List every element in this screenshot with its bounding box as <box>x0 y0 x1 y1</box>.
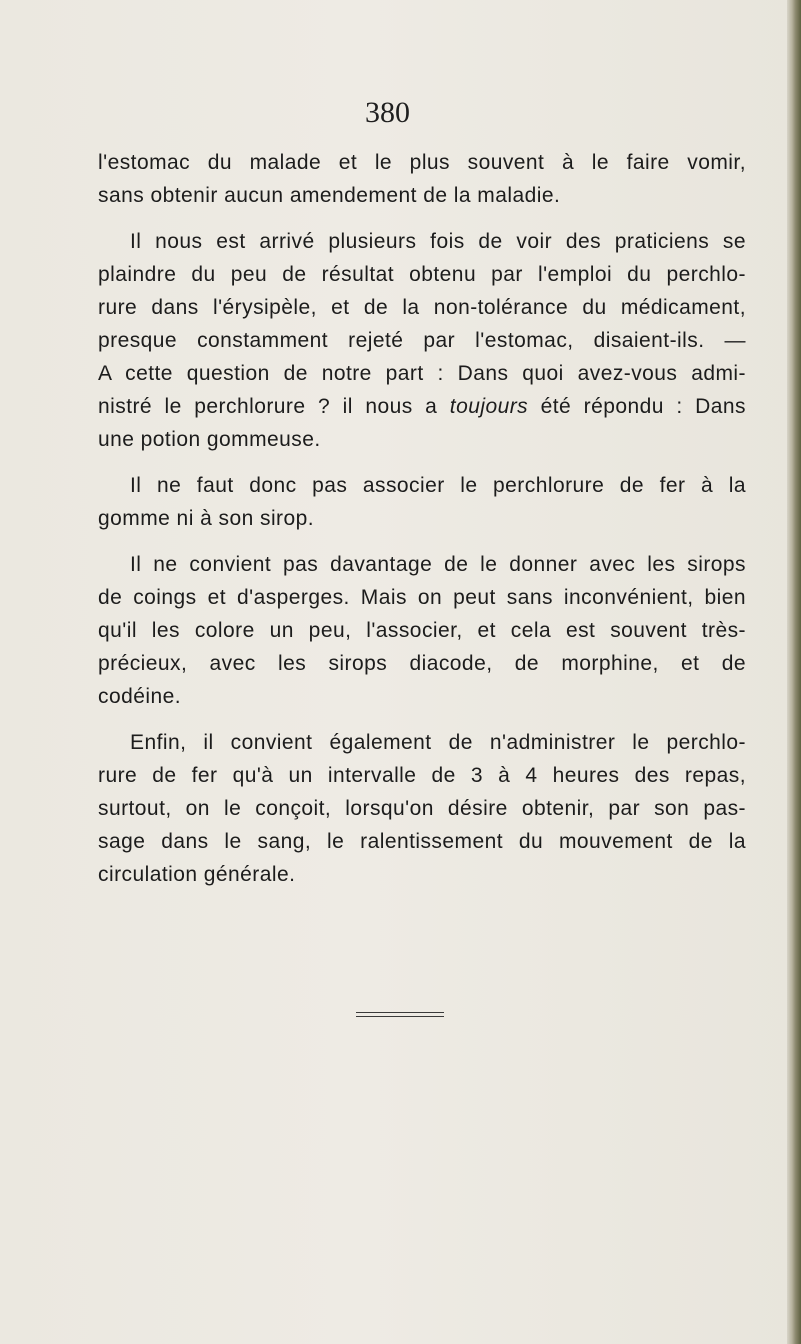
text-line: une potion gommeuse. <box>98 428 321 451</box>
text-line: rure dans l'érysipèle, et de la non-tolérance du médicament, <box>98 296 746 319</box>
text-line: circulation générale. <box>98 863 296 886</box>
end-of-chapter-rule <box>356 1012 444 1018</box>
text-segment: nistré le perchlorure ? il nous a <box>98 395 450 418</box>
text-line: Il nous est arrivé plusieurs fois de voir des praticiens se <box>130 230 746 253</box>
text-line: gomme ni à son sirop. <box>98 507 315 530</box>
paragraph-4 <box>98 548 746 713</box>
page-binding-edge <box>787 0 801 1344</box>
text-line: surtout, on le conçoit, lorsqu'on désire obtenir, par son pas- <box>98 797 746 820</box>
paragraph-2 <box>98 225 746 456</box>
text-line: sage dans le sang, le ralentissement du mouvement de la <box>98 830 746 853</box>
italic-word: toujours <box>449 395 529 418</box>
text-line: A cette question de notre part : Dans quoi avez-vous admi- <box>98 362 746 385</box>
paragraph-3 <box>98 469 746 535</box>
text-line: plaindre du peu de résultat obtenu par l'emploi du perchlo- <box>98 263 746 286</box>
body-text <box>98 146 746 891</box>
paragraph-5 <box>98 726 746 891</box>
text-line: de coings et d'asperges. Mais on peut sans inconvénient, bien <box>98 586 746 609</box>
page-number: 380 <box>365 96 410 129</box>
text-line: Il ne convient pas davantage de le donner avec les sirops <box>130 553 746 576</box>
paragraph-1 <box>98 146 746 212</box>
text-line: Il ne faut donc pas associer le perchlorure de fer à la <box>130 474 746 497</box>
text-line: sans obtenir aucun amendement de la maladie. <box>98 184 561 207</box>
text-line: précieux, avec les sirops diacode, de morphine, et de <box>98 652 746 675</box>
text-line: codéine. <box>98 685 181 708</box>
text-line-with-italic <box>98 390 746 423</box>
text-line: l'estomac du malade et le plus souvent à le faire vomir, <box>98 151 746 174</box>
text-line: qu'il les colore un peu, l'associer, et cela est souvent très- <box>98 619 746 642</box>
text-line: rure de fer qu'à un intervalle de 3 à 4 heures des repas, <box>98 764 746 787</box>
text-segment: été répondu : Dans <box>528 395 746 418</box>
text-line: presque constamment rejeté par l'estomac, disaient-ils. — <box>98 329 746 352</box>
text-line: Enfin, il convient également de n'administrer le perchlo- <box>130 731 746 754</box>
